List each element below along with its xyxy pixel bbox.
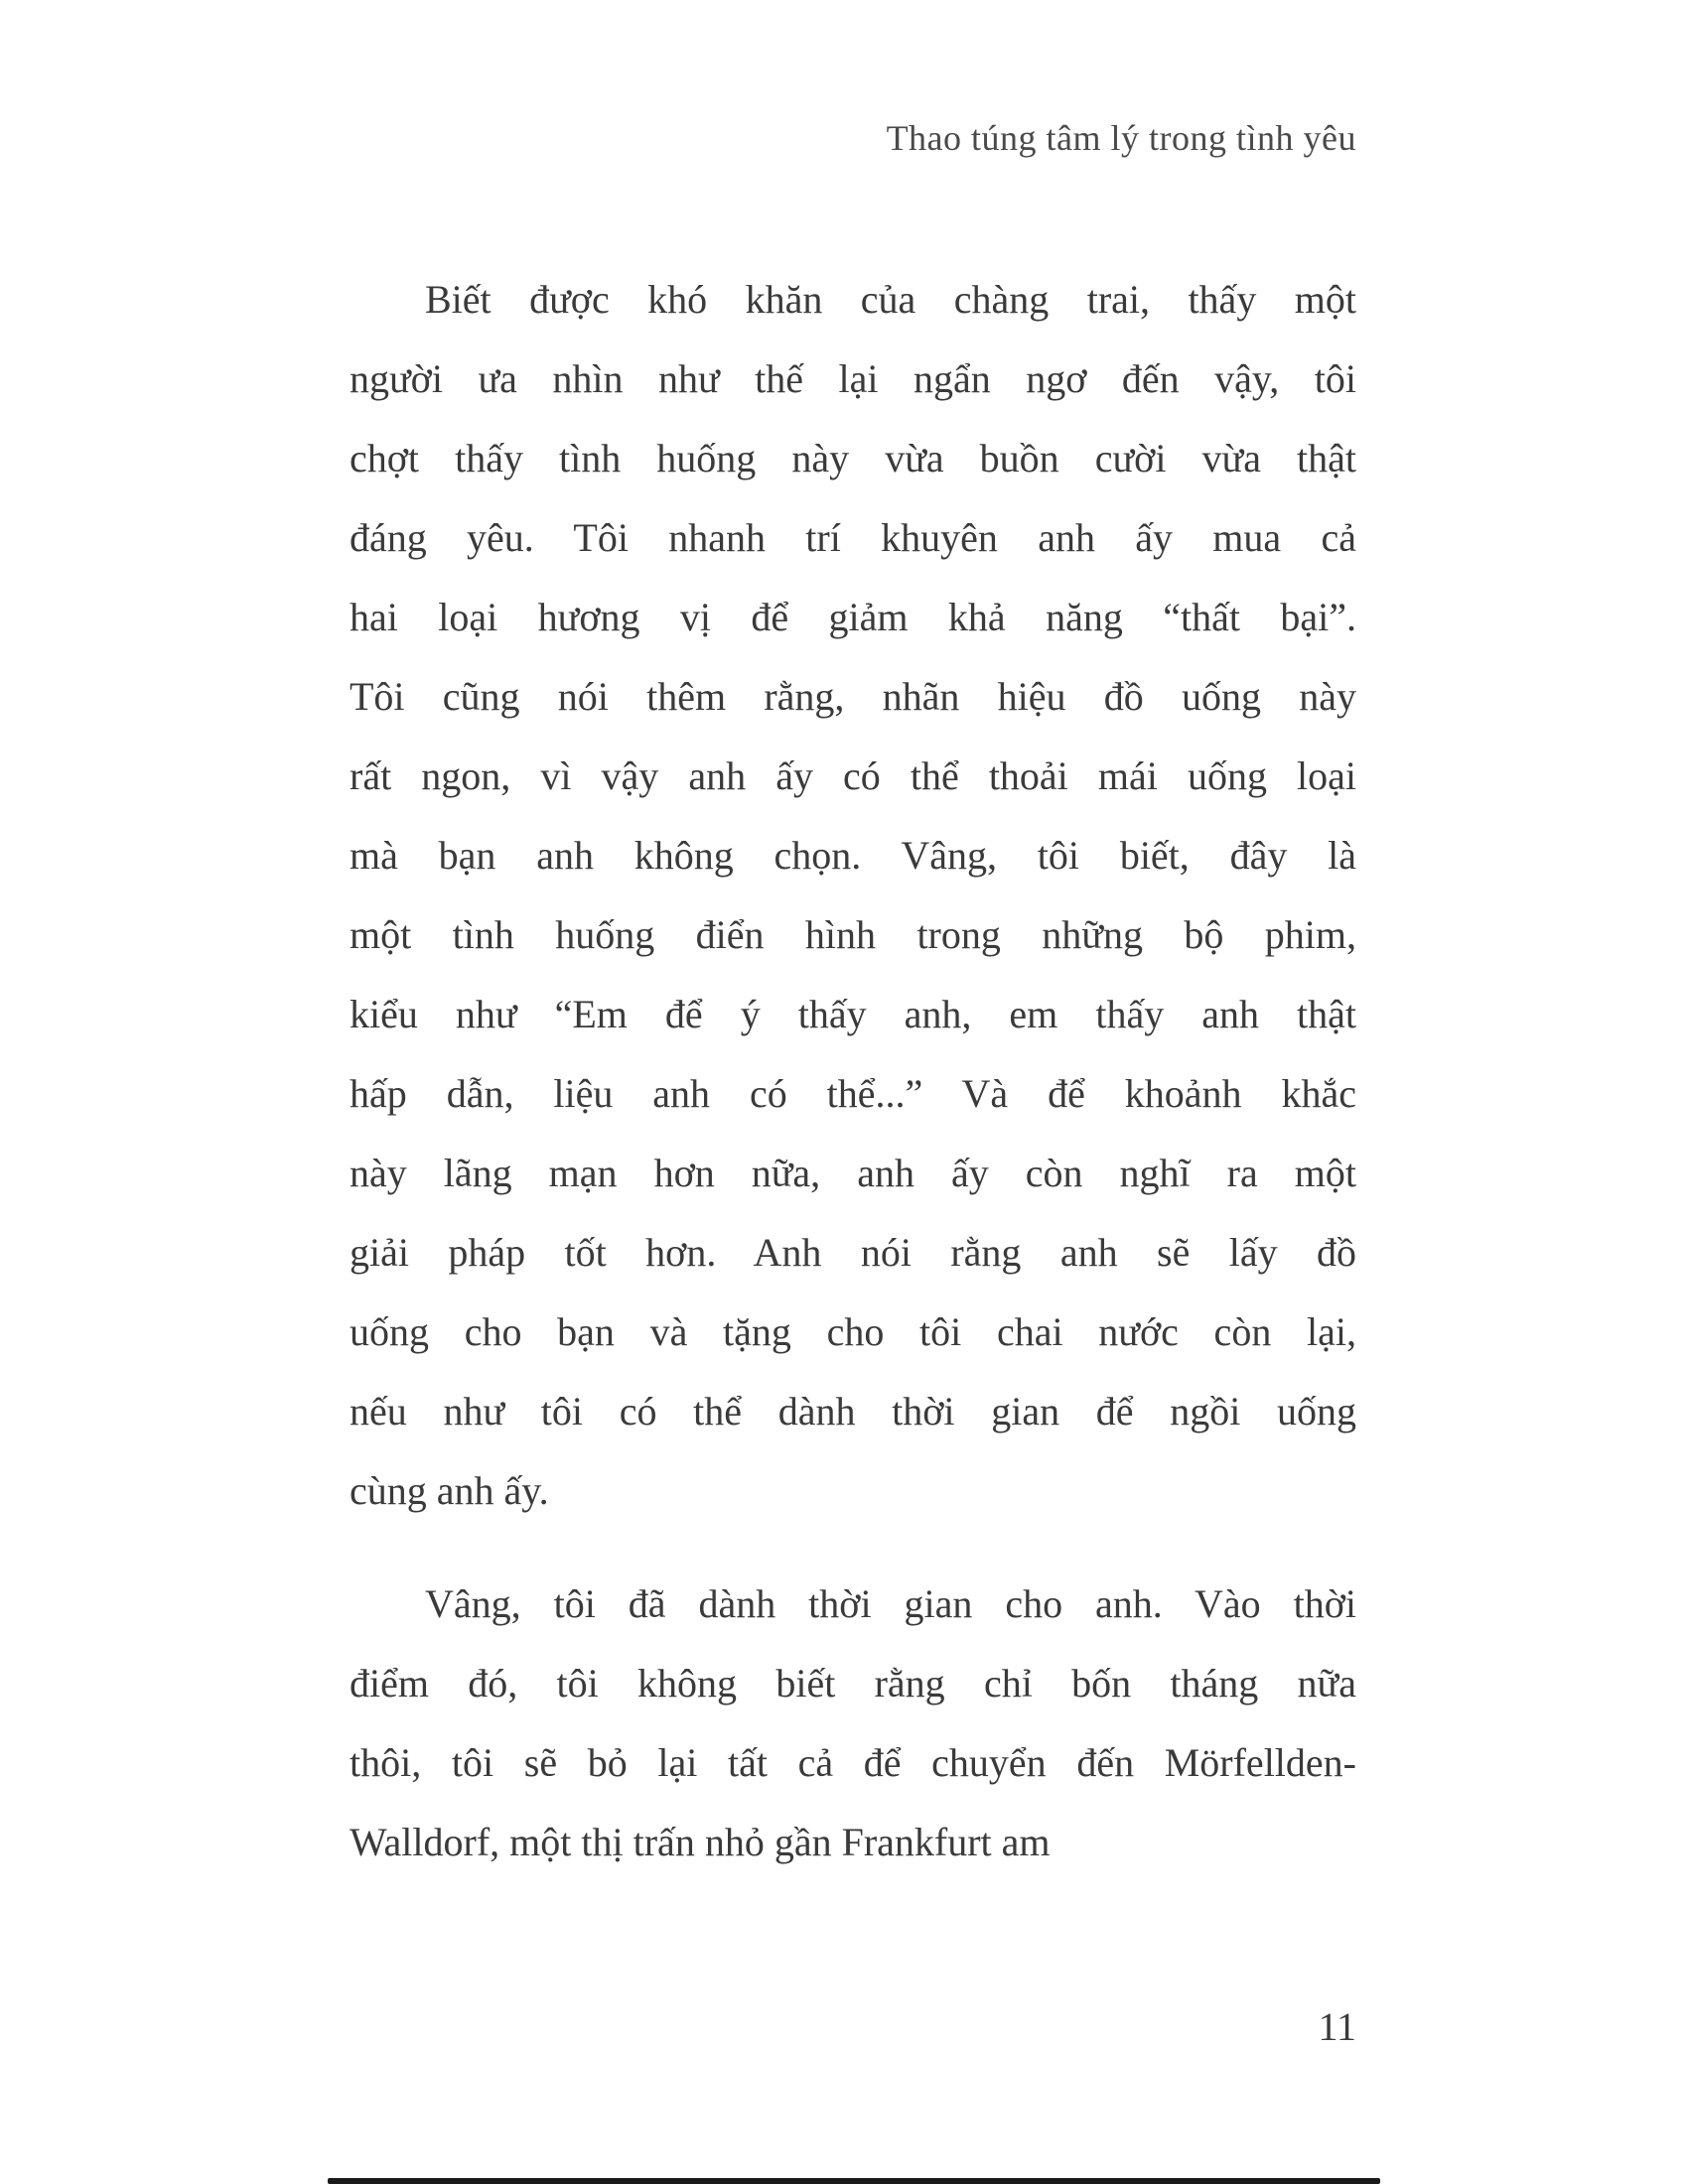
text-line: Biết được khó khăn của chàng trai, thấy một xyxy=(425,277,1356,322)
text-line: này lãng mạn hơn nữa, anh ấy còn nghĩ ra một xyxy=(350,1151,1356,1195)
text-line: thôi, tôi sẽ bỏ lại tất cả để chuyển đến Mörfellden- xyxy=(350,1740,1356,1785)
text-line: hai loại hương vị để giảm khả năng “thất bại”. xyxy=(350,595,1356,639)
text-line: kiểu như “Em để ý thấy anh, em thấy anh thật xyxy=(350,992,1356,1036)
page-number: 11 xyxy=(1318,2004,1356,2049)
text-line: Tôi cũng nói thêm rằng, nhãn hiệu đồ uống này xyxy=(350,674,1356,719)
body-text xyxy=(350,260,1356,1882)
text-line: điểm đó, tôi không biết rằng chỉ bốn tháng nữa xyxy=(350,1661,1356,1706)
paragraph xyxy=(350,260,1356,1531)
running-head: Thao túng tâm lý trong tình yêu xyxy=(886,118,1356,158)
page-edge-shadow xyxy=(328,2178,1380,2184)
text-line: Vâng, tôi đã dành thời gian cho anh. Vào thời xyxy=(425,1581,1356,1626)
text-line: nếu như tôi có thể dành thời gian để ngồi uống xyxy=(350,1389,1356,1433)
text-line: mà bạn anh không chọn. Vâng, tôi biết, đây là xyxy=(350,833,1356,878)
text-line: uống cho bạn và tặng cho tôi chai nước còn lại, xyxy=(350,1309,1356,1354)
paragraph xyxy=(350,1565,1356,1882)
text-line: cùng anh ấy. xyxy=(350,1468,549,1513)
text-line: giải pháp tốt hơn. Anh nói rằng anh sẽ lấy đồ xyxy=(350,1230,1356,1275)
text-line: Walldorf, một thị trấn nhỏ gần Frankfurt am xyxy=(350,1820,1051,1864)
text-line: rất ngon, vì vậy anh ấy có thể thoải mái uống loại xyxy=(350,753,1356,798)
text-line: đáng yêu. Tôi nhanh trí khuyên anh ấy mua cả xyxy=(350,515,1356,560)
text-line: hấp dẫn, liệu anh có thể...” Và để khoảnh khắc xyxy=(350,1071,1356,1116)
text-line: chợt thấy tình huống này vừa buồn cười vừa thật xyxy=(350,436,1356,480)
text-line: một tình huống điển hình trong những bộ phim, xyxy=(350,912,1356,957)
text-line: người ưa nhìn như thế lại ngẩn ngơ đến vậy, tôi xyxy=(350,356,1356,401)
